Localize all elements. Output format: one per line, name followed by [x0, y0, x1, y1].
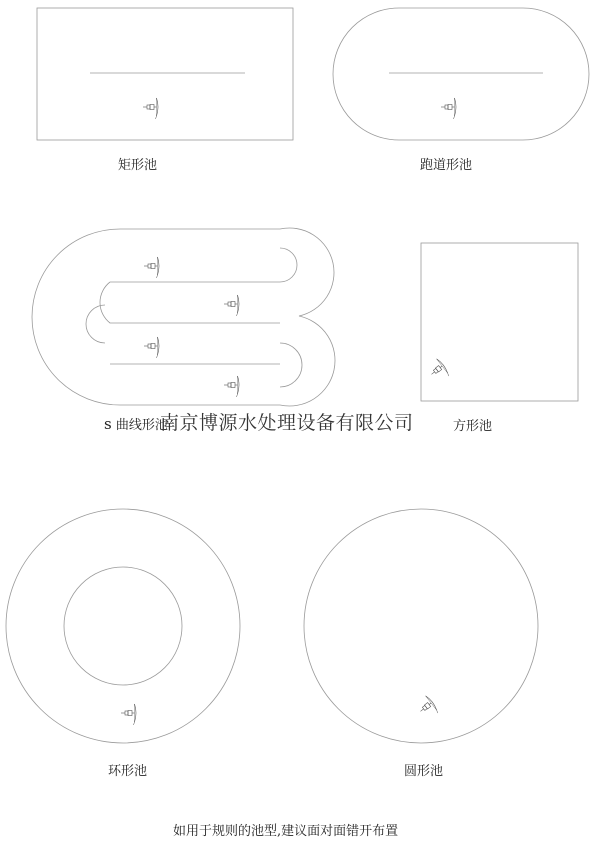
company-watermark: 南京博源水处理设备有限公司 [160, 412, 414, 434]
rectangular-tank [37, 8, 293, 140]
ring-tank-label: 环形池 [108, 764, 148, 779]
installation-note: 如用于规则的池型,建议面对面错开布置 [173, 824, 399, 839]
s-curve-tank-label [104, 414, 168, 433]
s-curve-channel-upper [110, 248, 297, 282]
circular-tank [304, 509, 538, 743]
submersible-mixer-icon [224, 295, 239, 316]
ring-tank-inner [64, 567, 182, 685]
s-curve-channel-inner [86, 305, 105, 343]
circular-tank-label: 圆形池 [404, 764, 444, 779]
ring-tank-outer [6, 509, 240, 743]
racetrack-tank-label: 跑道形池 [420, 158, 473, 173]
submersible-mixer-icon [426, 358, 451, 384]
s-curve-label-prefix: s [104, 415, 112, 433]
submersible-mixer-icon [144, 337, 159, 358]
submersible-mixer-icon [121, 704, 136, 725]
square-tank [421, 243, 578, 401]
racetrack-tank-outline [333, 8, 589, 140]
s-curve-label-text: 曲线形池 [115, 418, 168, 433]
rectangular-tank-outline [37, 8, 293, 140]
submersible-mixer-icon [441, 98, 456, 119]
submersible-mixer-icon [144, 257, 159, 278]
submersible-mixer-icon [415, 695, 440, 721]
submersible-mixer-icon [224, 376, 239, 397]
s-curve-channel-mid [100, 282, 280, 323]
s-curve-tank [32, 228, 335, 406]
rectangular-tank-label: 矩形池 [118, 158, 158, 173]
ring-tank [6, 509, 240, 743]
s-curve-return [280, 343, 302, 387]
racetrack-tank [333, 8, 589, 140]
square-tank-label: 方形池 [453, 419, 493, 434]
s-curve-tank-outline [32, 228, 335, 406]
submersible-mixer-icon [143, 98, 158, 119]
